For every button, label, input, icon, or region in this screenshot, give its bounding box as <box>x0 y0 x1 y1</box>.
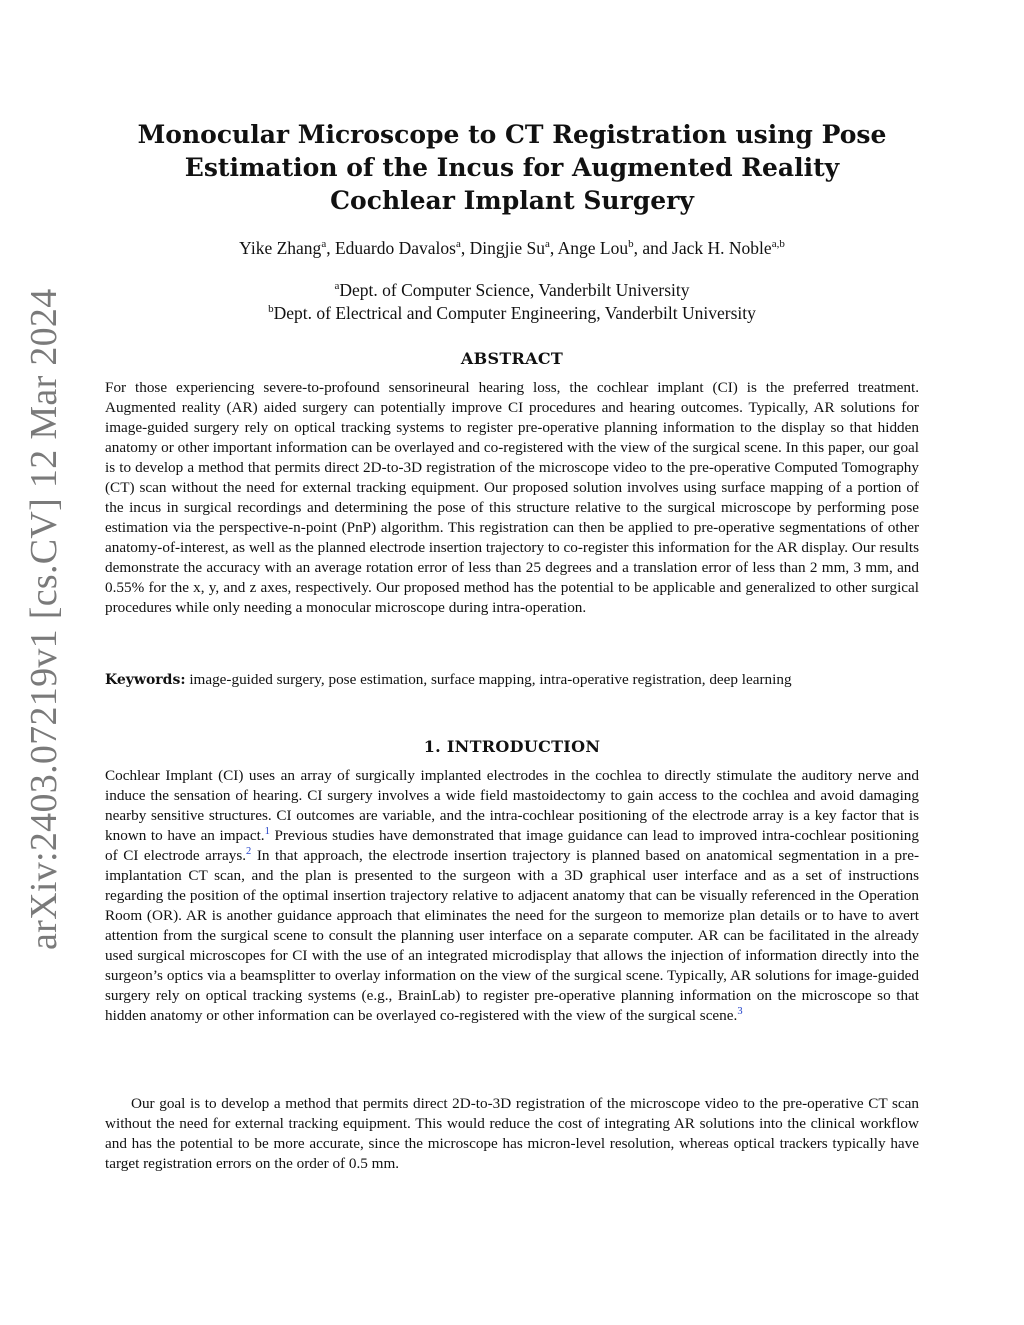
arxiv-identifier: arXiv:2403.07219v1 [cs.CV] 12 Mar 2024 <box>23 288 65 950</box>
author-affiliation-mark: a,b <box>771 238 785 251</box>
citation-link-1[interactable]: 1 <box>264 825 270 837</box>
author-affiliation-mark: b <box>628 238 634 251</box>
affiliation-a <box>110 280 914 301</box>
keywords-text: image-guided surgery, pose estimation, surface mapping, intra-operative registration, deep learning <box>189 671 792 688</box>
introduction-heading: 1. INTRODUCTION <box>423 737 601 756</box>
author-separator: , and <box>633 238 673 258</box>
author-separator: , <box>549 238 558 258</box>
author-affiliation-mark: a <box>544 238 550 251</box>
abstract-text: For those experiencing severe-to-profound sensorineural hearing loss, the cochlear implant (CI) is the preferred treatment. Augmented reality (AR) aided surgery can potentially improve CI procedures and hearing outcomes. Typically, AR solutions for image-guided surgery rely on optical tracking systems to register pre-operative planning information to the display so that hidden anatomy or other important information can be overlayed and co-registered with the view of the surgical scene. In this paper, our goal is to develop a method that permits direct 2D-to-3D registration of the microscope video to the pre-operative Computed Tomography (CT) scan without the need for external tracking equipment. Our proposed solution involves using surface mapping of a portion of the incus in surgical recordings and determining the pose of this structure relative to the surgical microscope by performing pose estimation via the perspective-n-point (PnP) algorithm. This registration can then be applied to pre-operative segmentations of other anatomy-of-interest, as well as the planned electrode insertion trajectory to co-register this information for the AR display. Our results demonstrate the accuracy with an average rotation error of less than 25 degrees and a translation error of less than 2 mm, 3 mm, and 0.55% for the x, y, and z axes, respectively. Our proposed method has the potential to be applicable and generalized to other surgical procedures while only needing a monocular microscope during intra-operation. <box>105 379 919 616</box>
author-name: Jack H. Noble <box>672 238 772 258</box>
abstract-heading: ABSTRACT <box>460 349 564 368</box>
keywords <box>105 670 919 690</box>
intro-text: Previous studies have demonstrated that image guidance can lead to improved intra-cochlear positioning of CI electrode arrays. <box>105 827 919 864</box>
author-affiliation-mark: a <box>455 238 461 251</box>
affiliation-mark: a <box>334 280 340 293</box>
author-name: Dingjie Su <box>469 238 545 258</box>
affiliation-b <box>110 303 914 324</box>
affiliation-text: Dept. of Electrical and Computer Engineering, Vanderbilt University <box>273 303 756 323</box>
citation-link-3[interactable]: 3 <box>737 1005 743 1017</box>
author-separator: , <box>460 238 470 258</box>
author-list <box>110 238 914 259</box>
intro-text: In that approach, the electrode insertion trajectory is planned based on anatomical segmentation in a pre-implantation CT scan, and the plan is presented to the surgeon with a 3D graphical user interface and as a set of instructions regarding the position of the optimal insertion trajectory relative to adjacent anatomy that can be visually referenced in the Operation Room (OR). AR is another guidance approach that eliminates the need for the surgeon to memorize plan details or to have to avert attention from the surgical scene to consult the planning user interface on a separate computer. AR can be facilitated in the already used surgical microscopes for CI with the use of an integrated microdisplay that allows the injection of information directly into the surgeon’s optics via a beamsplitter to overlay information on the view of the surgical scene. Typically, AR solutions for image-guided surgery rely on optical tracking systems (e.g., BrainLab) to register pre-operative planning information on the microscope so that hidden anatomy or other information can be overlayed co-registered with the view of the surgical scene. <box>105 847 919 1024</box>
citation-link-2[interactable]: 2 <box>246 845 252 857</box>
paper-title: Monocular Microscope to CT Registration using Pose Estimation of the Incus for Augmented Reality Cochlear Implant Surgery <box>137 120 887 215</box>
introduction-paragraph-2: Our goal is to develop a method that permits direct 2D-to-3D registration of the microscope video to the pre-operative CT scan without the need for external tracking equipment. This would reduce the cost of integrating AR solutions into the clinical workflow and has the potential to be more accurate, since the microscope has micron-level resolution, whereas optical trackers typically have target registration errors on the order of 0.5 mm. <box>105 1095 919 1172</box>
author-name: Ange Lou <box>557 238 629 258</box>
author-name: Yike Zhang <box>239 238 322 258</box>
author-affiliation-mark: a <box>321 238 327 251</box>
author-name: Eduardo Davalos <box>334 238 456 258</box>
affiliation-text: Dept. of Computer Science, Vanderbilt University <box>339 280 690 300</box>
introduction-paragraph-1 <box>105 766 919 1026</box>
keywords-label: Keywords: <box>105 672 186 688</box>
intro-text: Cochlear Implant (CI) uses an array of surgically implanted electrodes in the cochlea to directly stimulate the auditory nerve and induce the sensation of hearing. CI surgery involves a wide field mastoidectomy to gain access to the cochlea and avoid damaging nearby sensitive structures. CI outcomes are variable, and the intra-cochlear positioning of the electrode array is a key factor that is known to have an impact. <box>105 767 919 844</box>
author-separator: , <box>326 238 335 258</box>
affiliation-mark: b <box>268 303 274 316</box>
